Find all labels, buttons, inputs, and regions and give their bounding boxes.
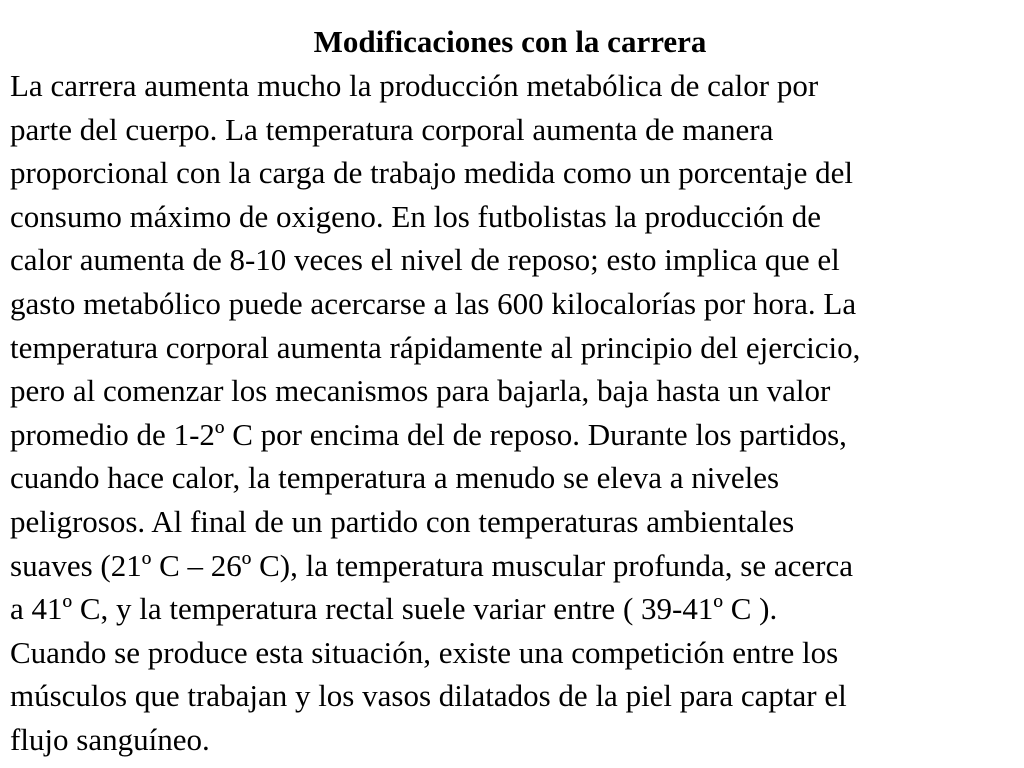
paragraph-line: calor aumenta de 8-10 veces el nivel de reposo; esto implica que el [10,242,840,278]
page-title: Modificaciones con la carrera [313,24,707,59]
body-paragraph [10,64,1010,762]
paragraph-line: promedio de 1-2º C por encima del de reposo. Durante los partidos, [10,416,847,452]
paragraph-line: proporcional con la carga de trabajo medida como un porcentaje del [10,155,853,191]
paragraph-line: a 41º C, y la temperatura rectal suele variar entre ( 39-41º C ). [10,591,778,627]
paragraph-line: La carrera aumenta mucho la producción metabólica de calor por [10,68,819,103]
paragraph-line: parte del cuerpo. La temperatura corporal aumenta de manera [10,111,774,147]
paragraph-line: peligrosos. Al final de un partido con temperaturas ambientales [10,503,795,539]
paragraph-line: consumo máximo de oxigeno. En los futbolistas la producción de [10,198,822,234]
paragraph-line: suaves (21º C – 26º C), la temperatura muscular profunda, se acerca [10,547,853,583]
paragraph-line: cuando hace calor, la temperatura a menudo se eleva a niveles [10,460,780,496]
paragraph-line: gasto metabólico puede acercarse a las 600 kilocalorías por hora. La [10,285,857,321]
paragraph-line: temperatura corporal aumenta rápidamente al principio del ejercicio, [10,329,861,365]
paragraph-line: pero al comenzar los mecanismos para bajarla, baja hasta un valor [10,373,831,409]
paragraph-line: músculos que trabajan y los vasos dilatados de la piel para captar el [10,678,847,714]
paragraph-line: Cuando se produce esta situación, existe una competición entre los [10,634,839,670]
paragraph-line: flujo sanguíneo. [10,721,210,757]
